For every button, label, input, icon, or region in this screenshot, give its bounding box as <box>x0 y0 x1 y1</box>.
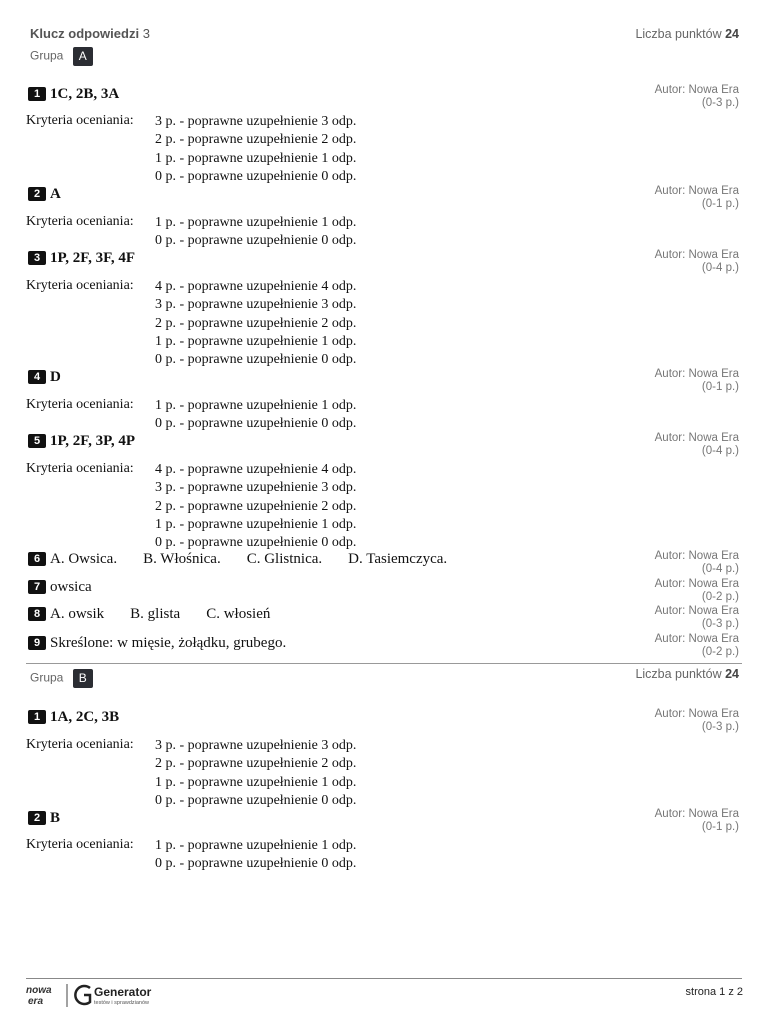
author-text: Autor: Nowa Era <box>654 84 739 96</box>
criteria-item: 1 p. - poprawne uzupełnienie 1 odp. <box>155 774 357 790</box>
group-b-header <box>30 669 93 688</box>
question-b1 <box>28 709 119 726</box>
author-text: Autor: Nowa Era <box>654 550 739 562</box>
criteria-item: 0 p. - poprawne uzupełnienie 0 odp. <box>155 233 357 249</box>
document-title <box>30 26 150 41</box>
answer: D <box>50 369 61 385</box>
author-text: Autor: Nowa Era <box>654 249 739 261</box>
option: B. glista <box>130 606 181 622</box>
points-range: (0-3 p.) <box>701 97 739 109</box>
question-a4 <box>28 369 61 386</box>
points-value: 24 <box>725 667 739 681</box>
criteria-list-a4 <box>155 397 356 434</box>
author-a7 <box>655 578 739 604</box>
option: D. Tasiemczyca. <box>348 551 448 567</box>
criteria-item: 4 p. - poprawne uzupełnienie 4 odp. <box>155 279 357 294</box>
criteria-label: Kryteria oceniania: <box>26 278 134 293</box>
author-text: Autor: Nowa Era <box>654 605 739 617</box>
question-a8 <box>28 606 296 623</box>
question-a3 <box>28 250 135 267</box>
question-a7 <box>28 579 92 596</box>
title-text: Klucz odpowiedzi <box>30 26 140 41</box>
criteria-label: Kryteria oceniania: <box>26 737 134 752</box>
criteria-item: 1 p. - poprawne uzupełnienie 1 odp. <box>155 398 357 413</box>
criteria-item: 0 p. - poprawne uzupełnienie 0 odp. <box>155 168 357 184</box>
criteria-item: 2 p. - poprawne uzupełnienie 2 odp. <box>155 315 357 331</box>
author-text: Autor: Nowa Era <box>654 708 739 720</box>
question-a1 <box>28 86 119 103</box>
question-number: 2 <box>28 811 46 825</box>
answer: 1C, 2B, 3A <box>50 86 120 102</box>
author-b2 <box>655 808 739 834</box>
question-number: 4 <box>28 370 46 384</box>
criteria-label: Kryteria oceniania: <box>26 113 134 128</box>
question-number: 7 <box>28 580 46 594</box>
criteria-label: Kryteria oceniania: <box>26 214 134 229</box>
author-b1 <box>655 708 739 734</box>
footer-divider <box>26 978 742 979</box>
criteria-item: 1 p. - poprawne uzupełnienie 1 odp. <box>155 150 357 166</box>
author-a8 <box>655 605 739 631</box>
question-number: 8 <box>28 607 46 621</box>
answer: A <box>50 186 61 202</box>
author-text: Autor: Nowa Era <box>654 185 739 197</box>
criteria-item: 4 p. - poprawne uzupełnienie 4 odp. <box>155 462 357 477</box>
criteria-item: 3 p. - poprawne uzupełnienie 3 odp. <box>155 480 357 496</box>
criteria-list-b1 <box>155 737 356 810</box>
logo-publisher-bottom: era <box>28 996 44 1007</box>
logo-name: Generator <box>94 985 152 999</box>
group-a-header <box>30 47 93 66</box>
variant-number: 3 <box>142 26 150 41</box>
question-number: 2 <box>28 187 46 201</box>
points-range: (0-2 p.) <box>701 591 739 603</box>
criteria-item: 2 p. - poprawne uzupełnienie 2 odp. <box>155 498 357 514</box>
answer: Skreślone: w mięsie, żołądku, grubego. <box>50 635 287 651</box>
points-label: Liczba punktów <box>635 27 722 41</box>
points-range: (0-4 p.) <box>701 445 739 457</box>
criteria-item: 1 p. - poprawne uzupełnienie 1 odp. <box>155 333 357 349</box>
question-a2 <box>28 186 61 203</box>
author-a2 <box>655 185 739 211</box>
points-range: (0-1 p.) <box>701 381 739 393</box>
group-divider <box>26 663 742 664</box>
criteria-list-a3 <box>155 278 356 369</box>
criteria-list-a5 <box>155 461 356 552</box>
answer: owsica <box>50 579 92 595</box>
question-number: 9 <box>28 636 46 650</box>
criteria-item: 1 p. - poprawne uzupełnienie 1 odp. <box>155 215 357 230</box>
author-text: Autor: Nowa Era <box>654 368 739 380</box>
group-badge: B <box>73 669 93 688</box>
points-range: (0-1 p.) <box>701 821 739 833</box>
points-range: (0-3 p.) <box>701 721 739 733</box>
page-number: strona 1 z 2 <box>685 986 743 998</box>
answer: 1A, 2C, 3B <box>50 709 120 725</box>
criteria-list-a2 <box>155 214 356 251</box>
group-b-points <box>635 667 739 681</box>
points-value: 24 <box>725 27 739 41</box>
points-range: (0-1 p.) <box>701 198 739 210</box>
generator-logo-icon <box>24 982 174 1010</box>
question-number: 1 <box>28 710 46 724</box>
points-range: (0-2 p.) <box>701 646 739 658</box>
criteria-label: Kryteria oceniania: <box>26 397 134 412</box>
question-b2 <box>28 810 60 827</box>
criteria-label: Kryteria oceniania: <box>26 461 134 476</box>
group-badge: A <box>73 47 93 66</box>
criteria-item: 1 p. - poprawne uzupełnienie 1 odp. <box>155 838 357 853</box>
points-range: (0-3 p.) <box>701 618 739 630</box>
logo-publisher-top: nowa <box>26 985 52 996</box>
criteria-item: 0 p. - poprawne uzupełnienie 0 odp. <box>155 352 357 368</box>
criteria-item: 3 p. - poprawne uzupełnienie 3 odp. <box>155 114 357 129</box>
group-label: Grupa <box>30 48 64 63</box>
author-a9 <box>655 633 739 659</box>
author-text: Autor: Nowa Era <box>654 578 739 590</box>
author-a4 <box>655 368 739 394</box>
points-label: Liczba punktów <box>635 667 722 681</box>
author-text: Autor: Nowa Era <box>654 432 739 444</box>
answer: 1P, 2F, 3F, 4F <box>50 250 136 266</box>
option: A. Owsica. <box>50 551 118 567</box>
option: B. Włośnica. <box>143 551 221 567</box>
criteria-item: 0 p. - poprawne uzupełnienie 0 odp. <box>155 416 357 432</box>
criteria-item: 0 p. - poprawne uzupełnienie 0 odp. <box>155 856 357 872</box>
criteria-item: 2 p. - poprawne uzupełnienie 2 odp. <box>155 132 357 148</box>
criteria-item: 2 p. - poprawne uzupełnienie 2 odp. <box>155 756 357 772</box>
author-a1 <box>655 84 739 110</box>
criteria-item: 3 p. - poprawne uzupełnienie 3 odp. <box>155 738 357 753</box>
criteria-item: 1 p. - poprawne uzupełnienie 1 odp. <box>155 516 357 532</box>
option: C. Glistnica. <box>246 551 323 567</box>
criteria-item: 0 p. - poprawne uzupełnienie 0 odp. <box>155 535 357 551</box>
option: C. włosień <box>206 606 271 622</box>
author-a6 <box>655 550 739 576</box>
question-number: 1 <box>28 87 46 101</box>
answer: 1P, 2F, 3P, 4P <box>50 433 136 449</box>
question-number: 3 <box>28 251 46 265</box>
question-a6 <box>28 551 473 568</box>
criteria-list-b2 <box>155 837 356 874</box>
criteria-item: 0 p. - poprawne uzupełnienie 0 odp. <box>155 792 357 808</box>
points-range: (0-4 p.) <box>701 563 739 575</box>
answer: B <box>50 810 61 826</box>
group-label: Grupa <box>30 670 64 685</box>
author-a3 <box>655 249 739 275</box>
criteria-item: 3 p. - poprawne uzupełnienie 3 odp. <box>155 297 357 313</box>
criteria-label: Kryteria oceniania: <box>26 837 134 852</box>
author-text: Autor: Nowa Era <box>654 633 739 645</box>
question-number: 5 <box>28 434 46 448</box>
author-a5 <box>655 432 739 458</box>
question-number: 6 <box>28 552 46 566</box>
question-a5 <box>28 433 135 450</box>
question-a9 <box>28 635 286 652</box>
option: A. owsik <box>50 606 105 622</box>
criteria-list-a1 <box>155 113 356 186</box>
footer-logo <box>24 982 174 1015</box>
points-range: (0-4 p.) <box>701 262 739 274</box>
total-points <box>635 27 739 41</box>
author-text: Autor: Nowa Era <box>654 808 739 820</box>
logo-tagline: testów i sprawdzianów <box>94 1000 150 1006</box>
